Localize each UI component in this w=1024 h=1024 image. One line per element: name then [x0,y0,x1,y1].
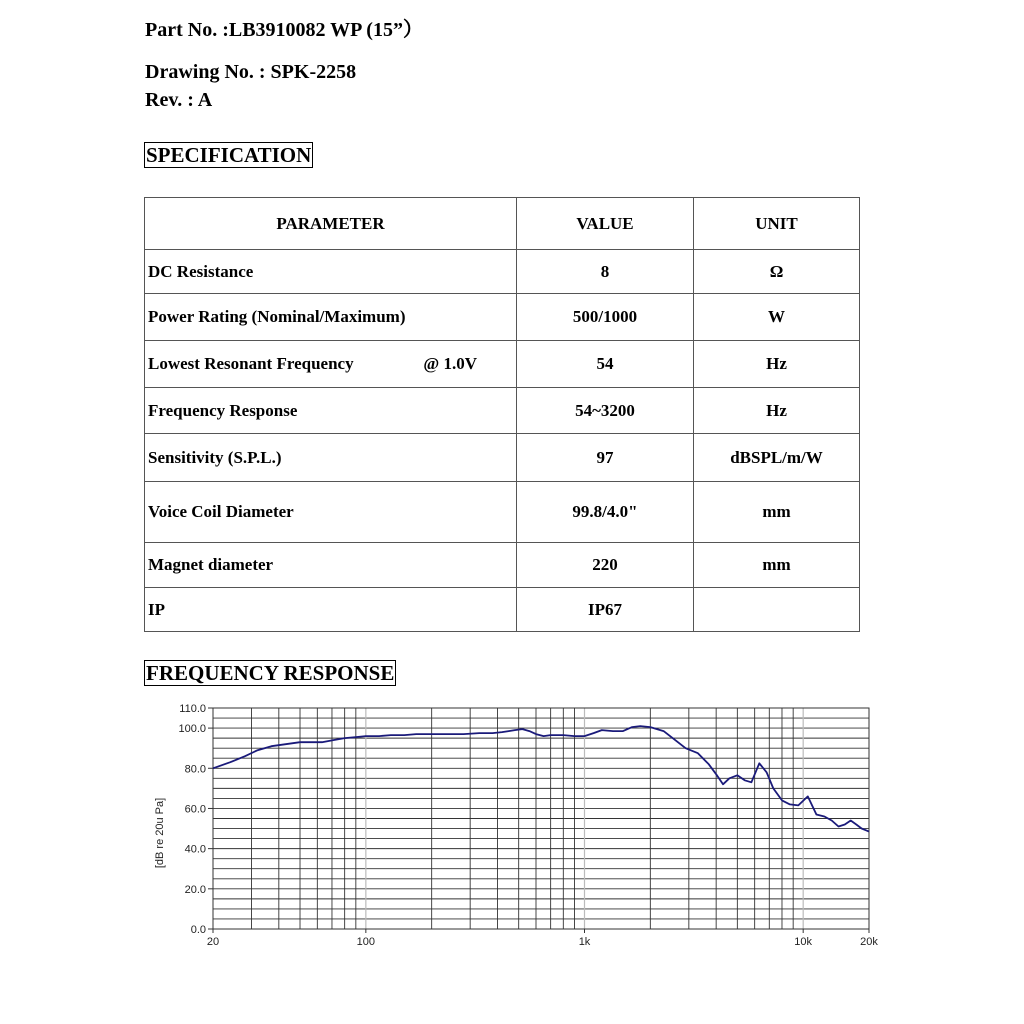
value-cell: 500/1000 [517,294,694,341]
table-header-row [145,198,860,250]
table-row [145,341,860,388]
frequency-response-chart [140,695,890,960]
specification-heading: SPECIFICATION [146,143,312,167]
param-name: Frequency Response [148,400,298,420]
param-name: DC Resistance [148,261,254,281]
param-cell [145,250,517,294]
unit-cell [694,588,860,632]
y-tick-label: 40.0 [184,843,206,856]
value-cell: 220 [517,543,694,588]
table-row [145,388,860,434]
unit-cell: Ω [694,250,860,294]
column-header-unit: UNIT [694,198,860,250]
table-row [145,482,860,543]
param-cell [145,588,517,632]
param-name: Voice Coil Diameter [148,502,294,521]
specification-table [144,197,860,632]
x-tick-label: 20 [206,936,220,948]
table-row [145,250,860,294]
column-header-value: VALUE [517,198,694,250]
unit-cell: mm [694,482,860,543]
param-note: @ 1.0V [423,354,477,373]
part-number: Part No. :LB3910082 WP (15”） [145,19,423,41]
y-tick-label: 20.0 [184,883,206,896]
value-cell: 97 [517,434,694,482]
unit-cell: Hz [694,388,860,434]
param-cell [145,294,517,341]
y-tick-label: 60.0 [184,803,206,816]
unit-cell: dBSPL/m/W [694,434,860,482]
table-row [145,294,860,341]
value-cell: IP67 [517,588,694,632]
value-cell: 8 [517,250,694,294]
param-name: Sensitivity (S.P.L.) [148,447,282,467]
unit-cell: mm [694,543,860,588]
param-cell [145,388,517,434]
param-cell [145,341,517,388]
table-row [145,434,860,482]
y-axis-label: [dB re 20u Pa] [154,797,166,869]
frequency-response-heading: FREQUENCY RESPONSE [146,661,395,685]
value-cell: 54~3200 [517,388,694,434]
unit-cell: Hz [694,341,860,388]
param-name: Magnet diameter [148,555,274,574]
param-name: Lowest Resonant Frequency [148,354,354,373]
y-tick-label: 80.0 [184,763,206,776]
value-cell: 99.8/4.0" [517,482,694,543]
param-name: IP [148,599,165,619]
param-cell [145,543,517,588]
revision: Rev. : A [145,89,213,111]
y-tick-label: 110.0 [179,703,206,715]
column-header-parameter: PARAMETER [145,198,517,250]
x-tick-label: 10k [794,936,813,948]
drawing-number: Drawing No. : SPK-2258 [145,61,357,83]
param-cell [145,434,517,482]
x-tick-label: 100 [356,936,376,948]
x-tick-label: 20k [860,936,878,948]
x-tick-label: 1k [578,936,591,948]
param-cell [145,482,517,543]
y-tick-label: 0.0 [190,924,206,936]
y-tick-label: 100.0 [178,723,206,736]
param-name: Power Rating (Nominal/Maximum) [148,307,406,326]
table-row [145,543,860,588]
table-row [145,588,860,632]
unit-cell: W [694,294,860,341]
value-cell: 54 [517,341,694,388]
